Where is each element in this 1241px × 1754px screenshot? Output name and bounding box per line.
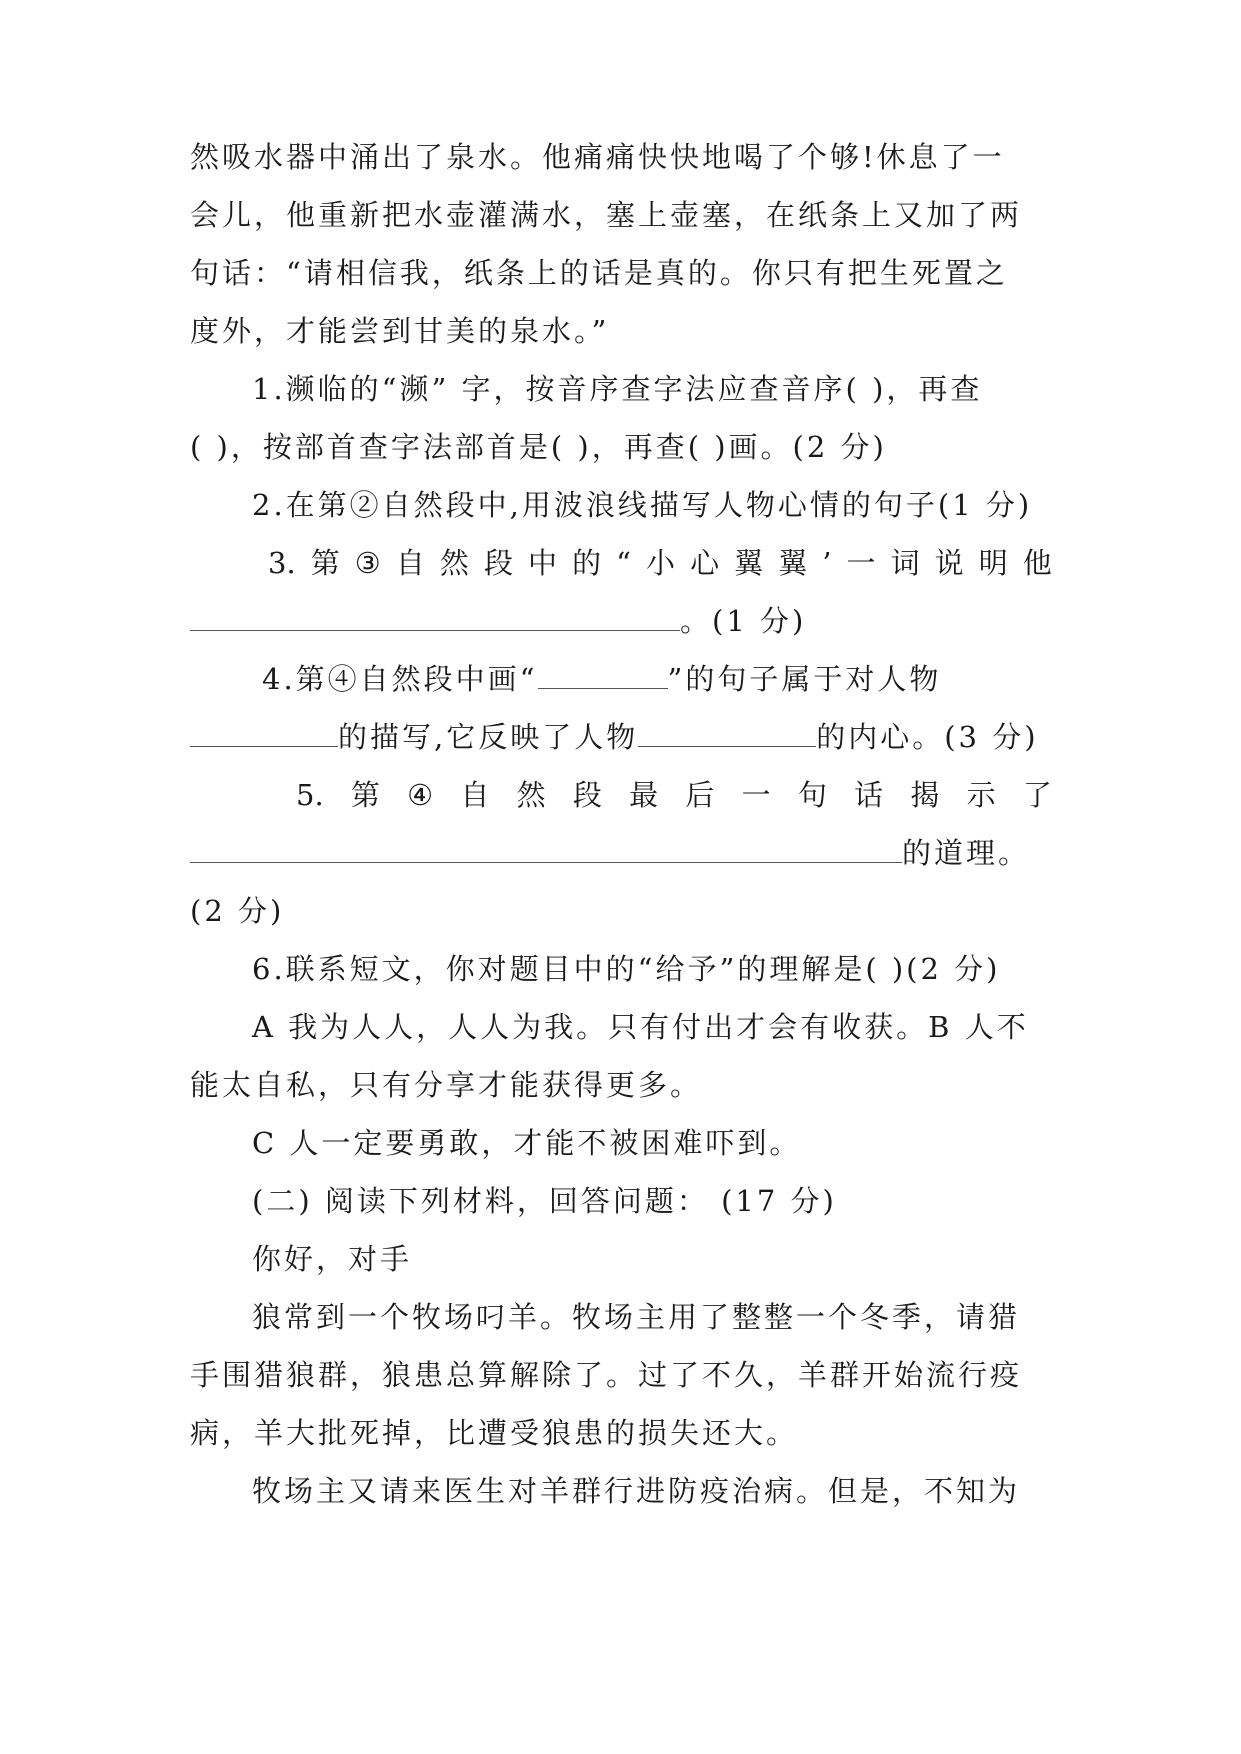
question-5-word: 后 xyxy=(685,778,715,812)
question-4-line-1 xyxy=(262,650,1062,708)
passage-line-4: 度外，才能尝到甘美的泉水。” xyxy=(190,314,610,348)
question-5-score: (2 分) xyxy=(190,894,285,928)
question-5-word: 话 xyxy=(854,778,884,812)
question-6-options-line-2: 能太自私，只有分享才能获得更多。 xyxy=(190,1068,703,1102)
question-3-word: 心 xyxy=(690,546,720,580)
question-4-line-2 xyxy=(190,708,1050,766)
question-5-line-2 xyxy=(190,824,1050,882)
question-3-word: 3. xyxy=(268,546,296,580)
section-2-paragraph-1-line-2: 手围猎狼群，狼患总算解除了。过了不久，羊群开始流行疫 xyxy=(190,1358,1023,1392)
question-3-word: 一 xyxy=(846,546,876,580)
question-5-word: 句 xyxy=(797,778,827,812)
question-3-tail: 。(1 分) xyxy=(680,604,807,638)
question-3-word: 中 xyxy=(528,546,558,580)
question-3-word: 然 xyxy=(439,546,469,580)
question-3-word: 自 xyxy=(395,546,425,580)
question-2: 2.在第②自然段中,用波浪线描写人物心情的句子(1 分) xyxy=(252,488,1033,522)
question-3-word: 段 xyxy=(483,546,513,580)
question-3-word: 明 xyxy=(978,546,1008,580)
question-3-line-1 xyxy=(268,534,1052,592)
question-5-tail: 的道理。 xyxy=(902,836,1031,870)
passage-line-1: 然吸水器中涌出了泉水。他痛痛快快地喝了个够!休息了一 xyxy=(190,140,1005,174)
question-4-middle: 的描写,它反映了人物 xyxy=(338,720,639,754)
section-2-paragraph-1-line-3: 病，羊大批死掉，比遭受狼患的损失还大。 xyxy=(190,1416,799,1450)
question-3-word: 词 xyxy=(890,546,920,580)
section-2-paragraph-1-line-1: 狼常到一个牧场叼羊。牧场主用了整整一个冬季，请猎 xyxy=(252,1300,1021,1334)
question-4-suffix: ”的句子属于对人物 xyxy=(667,662,942,696)
question-3-word: 第 xyxy=(310,546,340,580)
question-1-line-2: ( )，按部首查字法部首是( )，再查( )画。(2 分) xyxy=(190,430,887,464)
question-5-line-1 xyxy=(296,766,1052,824)
question-5-word: 第 xyxy=(350,778,380,812)
question-5-word: 示 xyxy=(966,778,996,812)
question-5-word: 5. xyxy=(296,778,324,812)
question-5-word: 段 xyxy=(572,778,602,812)
section-2-heading: (二) 阅读下列材料，回答问题： (17 分) xyxy=(252,1184,837,1218)
question-3-word: ③ xyxy=(354,546,381,580)
question-6-option-c: C 人一定要勇敢，才能不被困难吓到。 xyxy=(252,1126,802,1160)
question-5-word: 一 xyxy=(741,778,771,812)
question-1-line-1: 1.濒临的“濒” 字，按音序查字法应查音序( )，再查 xyxy=(252,372,983,406)
question-3-word: 翼 xyxy=(734,546,764,580)
question-3-word: 小 xyxy=(646,546,676,580)
question-4-prefix: 4.第④自然段中画“ xyxy=(262,662,538,696)
answer-blank[interactable] xyxy=(638,710,816,747)
question-5-word: 自 xyxy=(460,778,490,812)
question-3-word: 翼 xyxy=(778,546,808,580)
question-5-word: 然 xyxy=(516,778,546,812)
question-3-word: 他 xyxy=(1022,546,1052,580)
question-3-word: “ xyxy=(616,546,631,580)
question-5-word: 最 xyxy=(629,778,659,812)
answer-blank[interactable] xyxy=(538,652,668,689)
passage-line-2: 会儿，他重新把水壶灌满水，塞上壶塞，在纸条上又加了两 xyxy=(190,198,1023,232)
question-6: 6.联系短文，你对题目中的“给予”的理解是( )(2 分) xyxy=(252,952,1001,986)
answer-blank[interactable] xyxy=(190,594,680,631)
question-5-word: ④ xyxy=(407,778,434,812)
question-3-word: 说 xyxy=(934,546,964,580)
answer-blank[interactable] xyxy=(190,710,338,747)
question-3-word: ’ xyxy=(822,546,832,580)
answer-blank[interactable] xyxy=(190,826,902,863)
question-5-word: 揭 xyxy=(910,778,940,812)
question-3-word: 的 xyxy=(572,546,602,580)
passage-line-3: 句话：“请相信我，纸条上的话是真的。你只有把生死置之 xyxy=(190,256,1008,290)
question-5-word: 了 xyxy=(1022,778,1052,812)
question-4-tail: 的内心。(3 分) xyxy=(816,720,1039,754)
section-2-title: 你好，对手 xyxy=(252,1242,413,1276)
question-6-options-line-1: A 我为人人，人人为我。只有付出才会有收获。B 人不 xyxy=(252,1010,1029,1044)
section-2-paragraph-2-line-1: 牧场主又请来医生对羊群行进防疫治病。但是，不知为 xyxy=(252,1474,1021,1508)
question-3-line-2 xyxy=(190,592,1050,650)
